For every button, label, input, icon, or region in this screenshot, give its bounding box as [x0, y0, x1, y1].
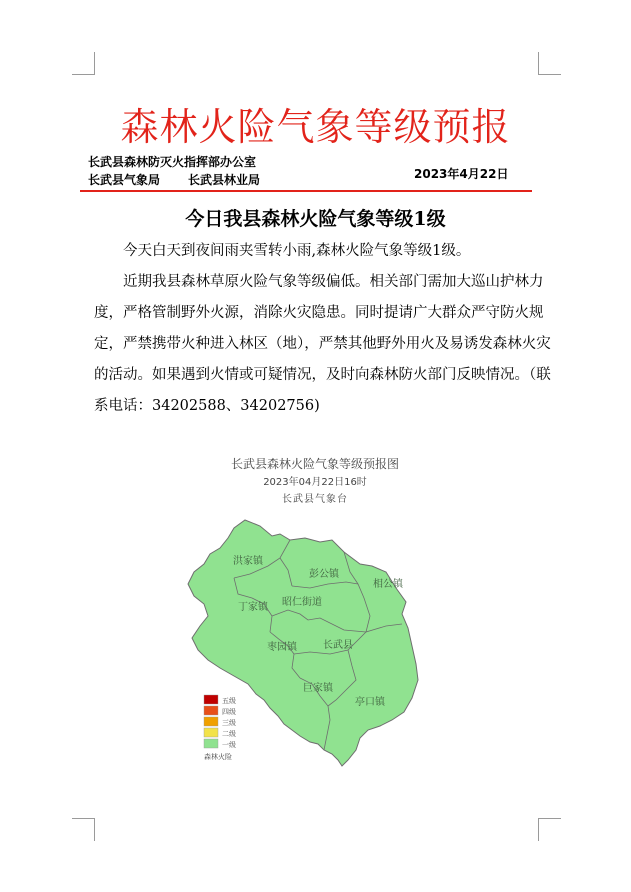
map-legend — [204, 695, 236, 761]
issuer-fire-office: 长武县森林防灭火指挥部办公室 — [88, 155, 257, 169]
legend-item-level2 — [204, 728, 236, 738]
legend-label: 三级 — [222, 719, 236, 727]
legend-label: 五级 — [222, 697, 236, 705]
legend-swatch — [204, 706, 218, 715]
issuer-forestry-bureau: 长武县林业局 — [188, 173, 261, 187]
town-label-hongjia: 洪家镇 — [233, 556, 263, 567]
town-label-xianggong: 相公镇 — [373, 579, 403, 590]
crop-mark-top-left — [72, 52, 95, 75]
crop-mark-bottom-left — [72, 818, 95, 841]
map-datetime: 2023年04月22日16时 — [263, 477, 367, 488]
map-title: 长武县森林火险气象等级预报图 — [230, 457, 400, 471]
body-text — [94, 236, 554, 422]
town-label-jujia: 巨家镇 — [303, 683, 333, 694]
legend-item-level1 — [204, 739, 236, 749]
header-divider — [80, 190, 532, 192]
paragraph-forecast: 今天白天到夜间雨夹雪转小雨,森林火险气象等级1级。 — [123, 243, 471, 259]
legend-swatch — [204, 728, 218, 737]
town-label-penggong: 彭公镇 — [309, 569, 339, 580]
legend-label: 二级 — [222, 730, 236, 738]
legend-label: 四级 — [222, 708, 236, 716]
headline: 今日我县森林火险气象等级1级 — [185, 208, 446, 230]
legend-item-level3 — [204, 717, 236, 727]
town-label-dingjia: 丁家镇 — [238, 602, 268, 613]
town-label-tingkou: 亭口镇 — [355, 697, 385, 708]
legend-item-level4 — [204, 706, 236, 716]
town-label-changwu: 长武县 — [323, 640, 353, 651]
map-issuer: 长武县气象台 — [282, 494, 348, 505]
issue-date: 2023年4月22日 — [414, 167, 509, 181]
issuer-meteorological-bureau: 长武县气象局 — [88, 173, 161, 187]
crop-mark-bottom-right — [538, 818, 561, 841]
town-label-zhaoren: 昭仁街道 — [282, 597, 322, 608]
legend-swatch — [204, 695, 218, 704]
town-label-zaoyuan: 枣园镇 — [267, 642, 297, 653]
document-title: 森林火险气象等级预报 — [120, 105, 511, 149]
map-canvas — [160, 454, 470, 774]
legend-swatch — [204, 717, 218, 726]
legend-label: 一级 — [222, 741, 236, 749]
paragraph-advisory: 近期我县森林草原火险气象等级偏低。相关部门需加大巡山护林力度，严格管制野外火源，消除火灾隐患。同时提请广大群众严守防火规定，严禁携带火种进入林区（地），严禁其他野外用火及易诱发森林火灾的活动。如果遇到火情或可疑情况，及时向森林防火部门反映情况。（联系电话：34202588、34202756) — [94, 274, 551, 414]
legend-item-level5 — [204, 695, 236, 705]
fire-risk-map — [160, 454, 470, 774]
legend-caption: 森林火险 — [204, 753, 232, 761]
crop-mark-top-right — [538, 52, 561, 75]
legend-swatch — [204, 739, 218, 748]
